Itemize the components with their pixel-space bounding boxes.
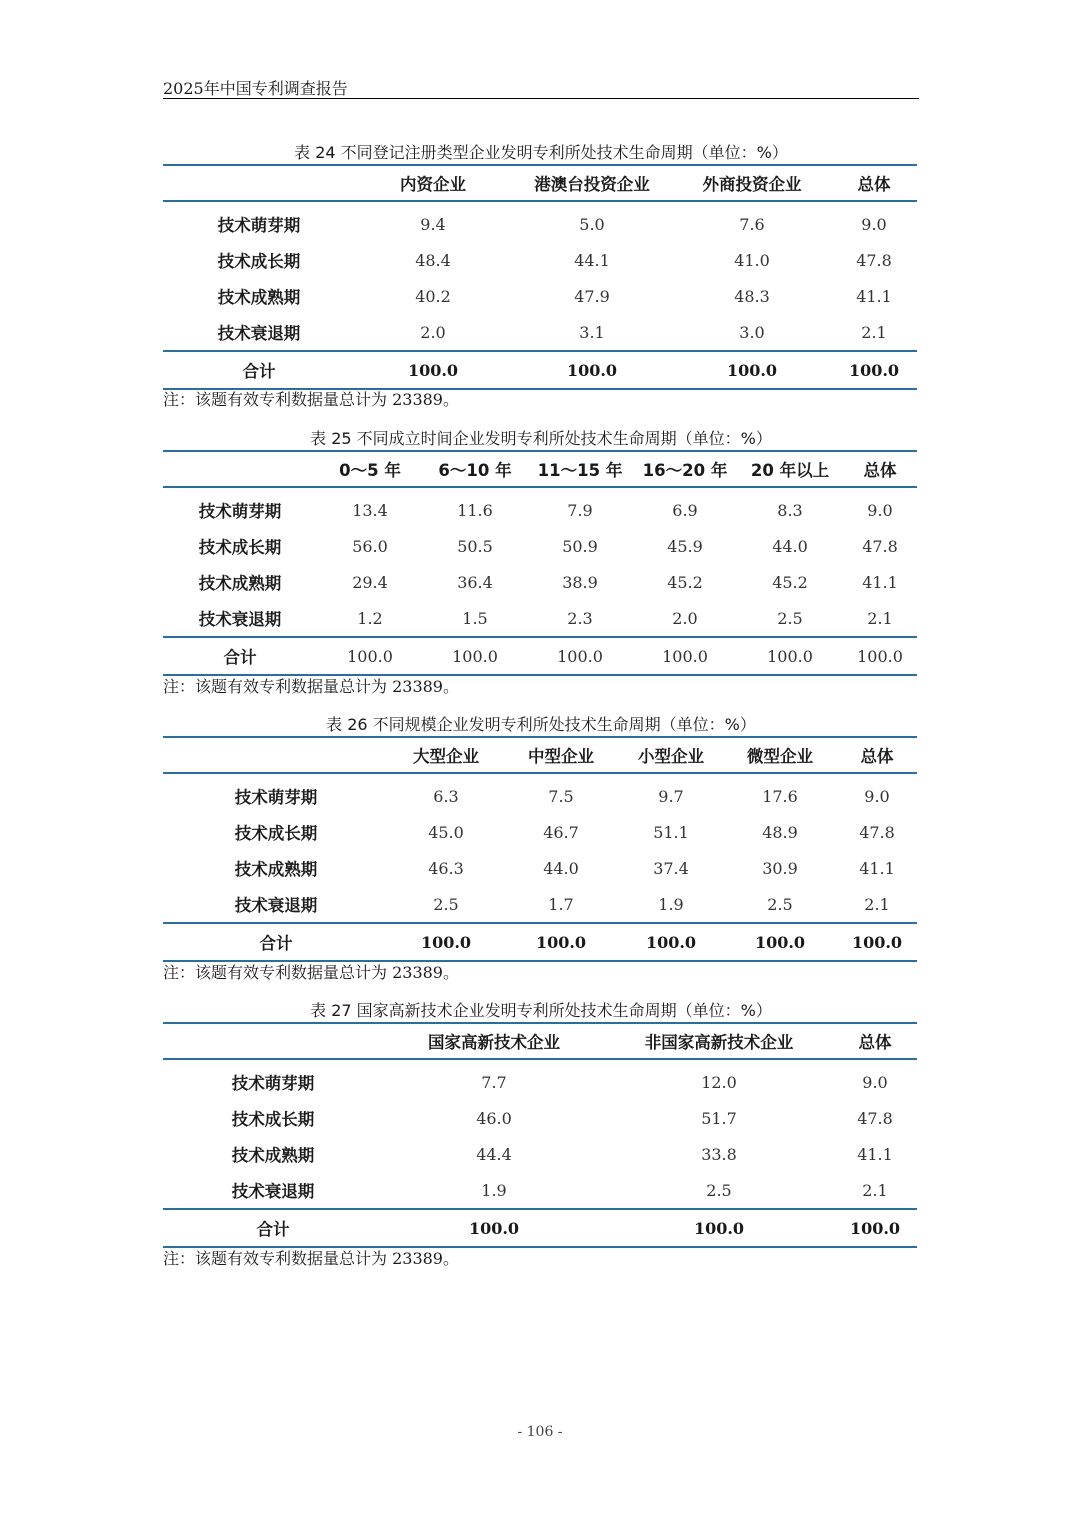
table-row [163, 886, 917, 923]
corner-cell [163, 737, 389, 773]
row-label: 技术萌芽期 [198, 502, 282, 521]
table-row [163, 600, 917, 637]
total-value: 100.0 [851, 932, 903, 952]
column-header: 6～10 年 [438, 461, 512, 480]
total-value: 100.0 [726, 360, 778, 380]
table-row [163, 814, 917, 850]
cell-value: 45.2 [772, 572, 808, 592]
row-label: 技术成长期 [217, 252, 301, 271]
total-value: 100.0 [754, 932, 806, 952]
cell-value: 44.0 [543, 858, 579, 878]
row-label: 技术萌芽期 [231, 1074, 315, 1093]
total-value: 100.0 [347, 646, 393, 666]
cell-value: 40.2 [415, 286, 451, 306]
total-value: 100.0 [857, 646, 903, 666]
cell-value: 8.3 [777, 500, 803, 520]
cell-value: 6.3 [433, 786, 459, 806]
row-label: 技术成长期 [234, 824, 318, 843]
cell-value: 47.8 [862, 536, 898, 556]
cell-value: 56.0 [352, 536, 388, 556]
cell-value: 41.1 [862, 572, 898, 592]
corner-cell [163, 165, 355, 201]
column-header: 总体 [857, 175, 891, 194]
cell-value: 38.9 [562, 572, 598, 592]
table-row [163, 773, 917, 814]
table-24 [163, 164, 917, 390]
table-row [163, 314, 917, 351]
column-header: 外商投资企业 [702, 175, 802, 194]
total-value: 100.0 [468, 1218, 520, 1238]
total-label: 合计 [256, 1220, 290, 1239]
cell-value: 41.1 [859, 858, 895, 878]
cell-value: 36.4 [457, 572, 493, 592]
table-25-caption: 表 25 不同成立时间企业发明专利所处技术生命周期（单位：%） [310, 429, 772, 448]
cell-value: 45.0 [428, 822, 464, 842]
cell-value: 3.1 [579, 322, 605, 342]
row-label: 技术成熟期 [231, 1146, 315, 1165]
cell-value: 47.9 [574, 286, 610, 306]
column-header: 11～15 年 [537, 461, 623, 480]
table-24-note: 注：该题有效专利数据量总计为 23389。 [163, 390, 459, 409]
total-value: 100.0 [420, 932, 472, 952]
cell-value: 9.4 [420, 214, 446, 234]
table-25-note: 注：该题有效专利数据量总计为 23389。 [163, 677, 459, 696]
total-row [163, 923, 917, 961]
cell-value: 51.7 [701, 1108, 737, 1128]
table-row [163, 528, 917, 564]
cell-value: 2.5 [777, 608, 803, 628]
row-label: 技术成长期 [231, 1110, 315, 1129]
total-label: 合计 [259, 934, 293, 953]
cell-value: 13.4 [352, 500, 388, 520]
row-label: 技术衰退期 [217, 324, 301, 343]
cell-value: 46.3 [428, 858, 464, 878]
cell-value: 1.9 [481, 1180, 507, 1200]
cell-value: 2.0 [420, 322, 446, 342]
cell-value: 12.0 [701, 1072, 737, 1092]
column-header: 16～20 年 [642, 461, 728, 480]
cell-value: 46.0 [476, 1108, 512, 1128]
total-label: 合计 [223, 648, 257, 667]
cell-value: 50.5 [457, 536, 493, 556]
cell-value: 41.0 [734, 250, 770, 270]
total-row [163, 637, 917, 675]
row-label: 技术成长期 [198, 538, 282, 557]
table-26-note: 注：该题有效专利数据量总计为 23389。 [163, 963, 459, 982]
cell-value: 29.4 [352, 572, 388, 592]
cell-value: 2.1 [862, 1180, 888, 1200]
column-header: 小型企业 [638, 747, 704, 766]
cell-value: 7.5 [548, 786, 574, 806]
page-header-title: 2025年中国专利调查报告 [163, 79, 348, 98]
table-row [163, 201, 917, 242]
cell-value: 9.0 [861, 214, 887, 234]
cell-value: 47.8 [857, 1108, 893, 1128]
total-row [163, 1209, 917, 1247]
cell-value: 7.7 [481, 1072, 507, 1092]
cell-value: 50.9 [562, 536, 598, 556]
column-header: 0～5 年 [339, 461, 401, 480]
row-label: 技术衰退期 [231, 1182, 315, 1201]
cell-value: 1.2 [357, 608, 383, 628]
cell-value: 45.9 [667, 536, 703, 556]
column-header: 总体 [860, 747, 894, 766]
row-label: 技术衰退期 [198, 610, 282, 629]
row-label: 技术成熟期 [234, 860, 318, 879]
cell-value: 44.4 [476, 1144, 512, 1164]
cell-value: 44.0 [772, 536, 808, 556]
cell-value: 51.1 [653, 822, 689, 842]
cell-value: 47.8 [859, 822, 895, 842]
column-header: 港澳台投资企业 [534, 175, 650, 194]
cell-value: 48.9 [762, 822, 798, 842]
row-label: 技术萌芽期 [234, 788, 318, 807]
table-26-caption: 表 26 不同规模企业发明专利所处技术生命周期（单位：%） [326, 715, 756, 734]
column-header: 20 年以上 [750, 461, 830, 480]
corner-cell [163, 1023, 383, 1059]
cell-value: 3.0 [739, 322, 765, 342]
cell-value: 1.5 [462, 608, 488, 628]
total-value: 100.0 [566, 360, 618, 380]
cell-value: 5.0 [579, 214, 605, 234]
cell-value: 1.9 [658, 894, 684, 914]
total-value: 100.0 [849, 1218, 901, 1238]
cell-value: 2.5 [767, 894, 793, 914]
cell-value: 7.6 [739, 214, 765, 234]
table-header-row [163, 737, 917, 773]
cell-value: 33.8 [701, 1144, 737, 1164]
total-value: 100.0 [452, 646, 498, 666]
cell-value: 30.9 [762, 858, 798, 878]
table-row [163, 564, 917, 600]
table-row [163, 1172, 917, 1209]
cell-value: 6.9 [672, 500, 698, 520]
cell-value: 41.1 [856, 286, 892, 306]
row-label: 技术成熟期 [198, 574, 282, 593]
cell-value: 9.7 [658, 786, 684, 806]
cell-value: 2.1 [867, 608, 893, 628]
column-header: 中型企业 [528, 747, 594, 766]
cell-value: 47.8 [856, 250, 892, 270]
cell-value: 9.0 [867, 500, 893, 520]
column-header: 总体 [858, 1033, 892, 1052]
cell-value: 11.6 [457, 500, 493, 520]
cell-value: 46.7 [543, 822, 579, 842]
total-value: 100.0 [662, 646, 708, 666]
column-header: 国家高新技术企业 [428, 1033, 560, 1052]
cell-value: 2.5 [706, 1180, 732, 1200]
table-24-caption: 表 24 不同登记注册类型企业发明专利所处技术生命周期（单位：%） [294, 143, 788, 162]
cell-value: 48.3 [734, 286, 770, 306]
total-row [163, 351, 917, 389]
total-value: 100.0 [767, 646, 813, 666]
total-value: 100.0 [535, 932, 587, 952]
cell-value: 2.5 [433, 894, 459, 914]
table-26 [163, 736, 917, 962]
table-row [163, 487, 917, 528]
corner-cell [163, 451, 317, 487]
cell-value: 9.0 [864, 786, 890, 806]
cell-value: 44.1 [574, 250, 610, 270]
table-27-caption: 表 27 国家高新技术企业发明专利所处技术生命周期（单位：%） [310, 1001, 772, 1020]
cell-value: 2.1 [861, 322, 887, 342]
cell-value: 2.0 [672, 608, 698, 628]
table-row [163, 1136, 917, 1172]
cell-value: 17.6 [762, 786, 798, 806]
column-header: 内资企业 [400, 175, 466, 194]
table-row [163, 278, 917, 314]
cell-value: 41.1 [857, 1144, 893, 1164]
column-header: 非国家高新技术企业 [644, 1033, 794, 1052]
cell-value: 9.0 [862, 1072, 888, 1092]
total-value: 100.0 [848, 360, 900, 380]
cell-value: 48.4 [415, 250, 451, 270]
table-27 [163, 1022, 917, 1248]
row-label: 技术衰退期 [234, 896, 318, 915]
row-label: 技术萌芽期 [217, 216, 301, 235]
header-rule [163, 98, 919, 99]
cell-value: 45.2 [667, 572, 703, 592]
total-value: 100.0 [693, 1218, 745, 1238]
cell-value: 37.4 [653, 858, 689, 878]
table-row [163, 242, 917, 278]
cell-value: 2.1 [864, 894, 890, 914]
table-row [163, 850, 917, 886]
table-header-row [163, 1023, 917, 1059]
column-header: 微型企业 [747, 747, 813, 766]
row-label: 技术成熟期 [217, 288, 301, 307]
total-value: 100.0 [557, 646, 603, 666]
total-label: 合计 [242, 362, 276, 381]
column-header: 总体 [863, 461, 897, 480]
table-row [163, 1100, 917, 1136]
column-header: 大型企业 [413, 747, 479, 766]
table-27-note: 注：该题有效专利数据量总计为 23389。 [163, 1249, 459, 1268]
table-header-row [163, 165, 917, 201]
table-header-row [163, 451, 917, 487]
cell-value: 2.3 [567, 608, 593, 628]
cell-value: 7.9 [567, 500, 593, 520]
cell-value: 1.7 [548, 894, 574, 914]
table-25 [163, 450, 917, 676]
total-value: 100.0 [645, 932, 697, 952]
page-number: - 106 - [517, 1424, 563, 1440]
total-value: 100.0 [407, 360, 459, 380]
table-row [163, 1059, 917, 1100]
